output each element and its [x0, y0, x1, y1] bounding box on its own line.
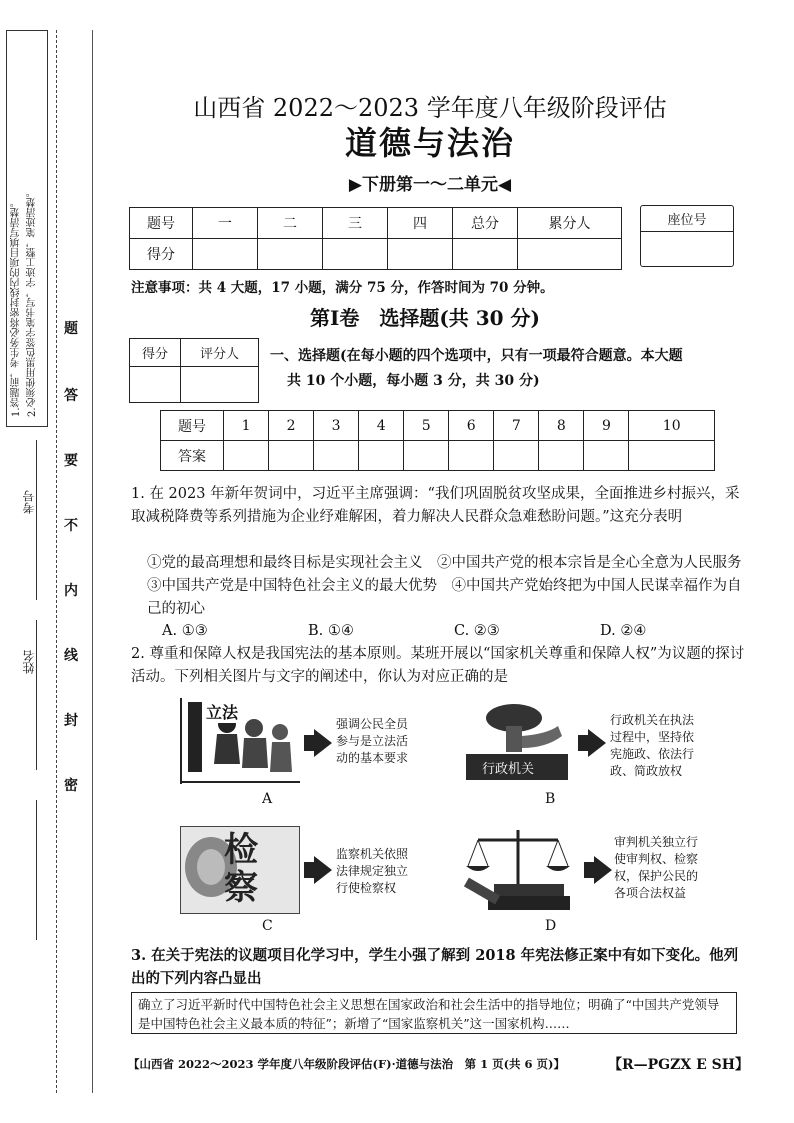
question-number: 7: [494, 411, 539, 441]
grader-score-cell[interactable]: [130, 367, 181, 403]
margin-note-1: 1.答题前，考生务必将密封线内的项目填写清楚。: [11, 197, 22, 417]
seal-line: [56, 30, 57, 1093]
q2-letter-c[interactable]: C: [262, 918, 273, 934]
name-label: 姓名: [22, 650, 36, 674]
margin-border: [92, 30, 93, 1093]
arrow-d-icon: [594, 856, 612, 884]
seal-char-yao: 要: [64, 453, 78, 469]
q2-caption-d: 审判机关独立行使审判权、检察权，保护公民的各项合法权益: [614, 835, 699, 900]
question-number: 9: [584, 411, 629, 441]
arrow-c-icon: [314, 856, 332, 884]
q1-stem: 1. 在 2023 年新年贺词中，习近平主席强调：“我们巩固脱贫攻坚成果，全面推进乡村振兴，采取减税降费等系列措施为企业纾难解困，着力解决人民群众急难愁盼问题。”这充分表明: [131, 486, 740, 525]
score-cell[interactable]: [323, 239, 388, 270]
q2-letter-a[interactable]: A: [262, 791, 273, 807]
question-number: 5: [404, 411, 449, 441]
seal-char-feng: 封: [64, 713, 78, 729]
answer-table: [160, 410, 715, 471]
q2-caption-b: 行政机关在执法过程中，坚持依宪施政、依法行政、简政放权: [610, 713, 695, 778]
q2-letter-b[interactable]: B: [545, 791, 556, 807]
exam-number-label: 考号: [22, 490, 36, 514]
name-line: [36, 620, 37, 770]
q2-image-a: [180, 698, 300, 784]
seal-char-xian: 线: [64, 648, 78, 664]
seal-char-mi: 密: [64, 778, 78, 794]
answer-cell[interactable]: [629, 441, 715, 471]
score-cell[interactable]: [193, 239, 258, 270]
question-number: 2: [269, 411, 314, 441]
arrow-d-stem: [584, 862, 594, 878]
q3-stem: 3. 在关于宪法的议题项目化学习中，学生小强了解到 2018 年宪法修正案中有如下变化。他列出的下列内容凸显出: [131, 947, 739, 987]
score-table-header: 二: [258, 208, 323, 239]
answer-cell[interactable]: [404, 441, 449, 471]
margin-notice-box: [6, 30, 48, 427]
score-table-header: 四: [388, 208, 453, 239]
question-number: 8: [539, 411, 584, 441]
answer-cell[interactable]: [494, 441, 539, 471]
question-number: 10: [629, 411, 715, 441]
class-line: [36, 800, 37, 940]
q2-image-b: [462, 696, 572, 784]
arrow-a-stem: [304, 735, 314, 751]
q2-image-d: [458, 826, 578, 914]
score-table-header: 题号: [130, 208, 193, 239]
q1-option-d[interactable]: D. ②④: [600, 623, 647, 639]
q2-caption-a: 强调公民全员参与是立法活动的基本要求: [336, 717, 409, 765]
section-intro-line1: 一、选择题(在每小题的四个选项中，只有一项最符合题意。本大题: [270, 348, 683, 364]
q1-options: [162, 620, 782, 643]
seal-char-nei: 内: [64, 583, 78, 599]
answer-cell[interactable]: [449, 441, 494, 471]
margin-note-2: 2.必须使用黑色签字笔书写，字迹工整，笔迹清楚。: [27, 187, 38, 417]
seal-char-da: 答: [64, 388, 78, 404]
q2-letter-d[interactable]: D: [545, 918, 557, 934]
grader-name-label: 评分人: [181, 339, 259, 367]
q2-caption-c: 监察机关依照法律规定独立行使检察权: [336, 847, 409, 895]
grader-name-cell[interactable]: [181, 367, 259, 403]
q2-stem: 2. 尊重和保障人权是我国宪法的基本原则。某班开展以“国家机关尊重和保障人权”为议题的探讨活动。下列相关图片与文字的阐述中，你认为对应正确的是: [131, 646, 745, 685]
unit-scope: ▶下册第一～二单元◀: [348, 175, 512, 195]
q1-statements: ①党的最高理想和最终目标是实现社会主义 ②中国共产党的根本宗旨是全心全意为人民服务 ③中国共产党是中国特色社会主义的最大优势 ④中国共产党始终把为中国人民谋幸福作为自己的初心: [147, 555, 756, 617]
score-table-header: 总分: [453, 208, 518, 239]
answer-cell[interactable]: [539, 441, 584, 471]
score-cell[interactable]: [258, 239, 323, 270]
seat-number-label: 座位号: [641, 209, 733, 232]
score-table: [129, 207, 622, 270]
answer-cell[interactable]: [359, 441, 404, 471]
score-cell[interactable]: [388, 239, 453, 270]
seal-char-ti: 题: [64, 321, 78, 337]
answer-cell[interactable]: [314, 441, 359, 471]
question-number: 4: [359, 411, 404, 441]
q1-option-c[interactable]: C. ②③: [454, 623, 500, 639]
score-table-header: 累分人: [518, 208, 622, 239]
score-cell[interactable]: [453, 239, 518, 270]
score-table-header: 一: [193, 208, 258, 239]
question-number: 6: [449, 411, 494, 441]
grader-table: [129, 338, 259, 403]
score-table-header: 三: [323, 208, 388, 239]
score-row-label: 得分: [130, 239, 193, 270]
answer-table-label: 答案: [161, 441, 224, 471]
footer-left: 【山西省 2022～2023 学年度八年级阶段评估(F)·道德与法治 第 1 页(共 6 页)】: [128, 1057, 565, 1071]
notice-text: 注意事项：共 4 大题，17 小题，满分 75 分，作答时间为 70 分钟。: [131, 280, 554, 296]
answer-table-label: 题号: [161, 411, 224, 441]
arrow-b-icon: [588, 729, 606, 757]
score-cell[interactable]: [518, 239, 622, 270]
question-number: 1: [224, 411, 269, 441]
exam-title-line: 山西省 2022～2023 学年度八年级阶段评估: [193, 94, 667, 122]
arrow-b-stem: [578, 735, 588, 751]
question-number: 3: [314, 411, 359, 441]
seal-char-bu: 不: [64, 518, 78, 534]
answer-cell[interactable]: [584, 441, 629, 471]
section-title: 第Ⅰ卷 选择题(共 30 分): [309, 306, 541, 330]
section-intro-line2: 共 10 个小题，每小题 3 分，共 30 分): [287, 373, 540, 389]
subject-title: 道德与法治: [344, 124, 515, 162]
answer-cell[interactable]: [269, 441, 314, 471]
q1-option-a[interactable]: A. ①③: [162, 623, 208, 639]
answer-cell[interactable]: [224, 441, 269, 471]
arrow-a-icon: [314, 729, 332, 757]
q3-info-box: 确立了习近平新时代中国特色社会主义思想在国家政治和社会生活中的指导地位；明确了“中国共产党领导是中国特色社会主义最本质的特征”；新增了“国家监察机关”这一国家机构……: [131, 992, 737, 1034]
exam-number-line: [36, 440, 37, 600]
q2-image-c: [180, 826, 300, 914]
seat-number-box[interactable]: [640, 205, 734, 267]
footer-code: 【R—PGZX E SH】: [608, 1057, 749, 1073]
arrow-c-stem: [304, 862, 314, 878]
q2-image-b-label: 行政机关: [482, 762, 535, 777]
q2-image-c-label: 检察: [224, 830, 258, 908]
q1-option-b[interactable]: B. ①④: [308, 623, 354, 639]
q2-image-a-label: 立法: [206, 700, 238, 723]
grader-score-label: 得分: [130, 339, 181, 367]
